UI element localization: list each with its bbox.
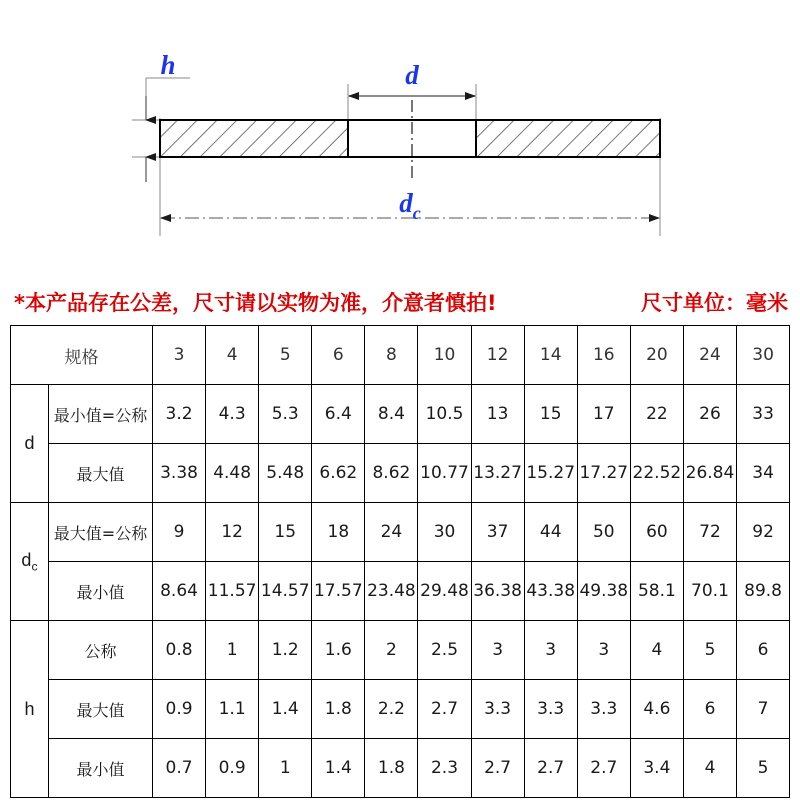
table-cell: 5.48 [259, 444, 312, 503]
table-cell: 22.52 [630, 444, 683, 503]
table-row [11, 739, 790, 798]
table-cell: 0.9 [206, 739, 259, 798]
table-header-size-30: 30 [737, 326, 790, 385]
table-cell: 30 [418, 503, 471, 562]
row-label: 最大值 [49, 680, 153, 739]
table-cell: 2.2 [365, 680, 418, 739]
table-cell: 1.4 [312, 739, 365, 798]
table-cell: 1.8 [312, 680, 365, 739]
table-cell: 14.57 [259, 562, 312, 621]
table-cell: 0.8 [153, 621, 206, 680]
table-cell: 2.3 [418, 739, 471, 798]
drawing-svg [0, 0, 800, 255]
table-header-size-3: 3 [153, 326, 206, 385]
washer-section-right-hatch [476, 120, 660, 157]
row-label: 最大值=公称 [49, 503, 153, 562]
row-label: 公称 [49, 621, 153, 680]
axis-label-d: d [11, 385, 49, 503]
units-note-text: 尺寸单位：毫米 [641, 291, 788, 315]
table-cell: 2.5 [418, 621, 471, 680]
table-cell: 15 [259, 503, 312, 562]
dimension-d [349, 60, 475, 96]
row-label: 最小值 [49, 562, 153, 621]
table-cell: 2.7 [418, 680, 471, 739]
table-cell: 8.62 [365, 444, 418, 503]
table-cell: 6.4 [312, 385, 365, 444]
dimension-label-d: d [405, 60, 419, 90]
table-cell: 1 [206, 621, 259, 680]
table-cell: 4 [630, 621, 683, 680]
table-cell: 5 [683, 621, 736, 680]
table-cell: 3 [577, 621, 630, 680]
table-cell: 3 [524, 621, 577, 680]
table-cell: 11.57 [206, 562, 259, 621]
table-cell: 26 [683, 385, 736, 444]
table-row [11, 503, 790, 562]
table-cell: 36.38 [471, 562, 524, 621]
table-cell: 5 [737, 739, 790, 798]
table-cell: 4.6 [630, 680, 683, 739]
table-cell: 70.1 [683, 562, 736, 621]
table-cell: 60 [630, 503, 683, 562]
dimension-dc [161, 188, 659, 223]
table-cell: 72 [683, 503, 736, 562]
table-cell: 3.3 [524, 680, 577, 739]
table-cell: 23.48 [365, 562, 418, 621]
table-cell: 1.1 [206, 680, 259, 739]
washer-section-left-hatch [160, 120, 348, 157]
table-cell: 2.7 [524, 739, 577, 798]
table-cell: 3 [471, 621, 524, 680]
table-cell: 2 [365, 621, 418, 680]
specification-table-container [10, 325, 790, 798]
table-cell: 3.3 [471, 680, 524, 739]
dimension-h [146, 50, 176, 182]
washer-cross-section-drawing [0, 0, 800, 255]
row-label: 最小值=公称 [49, 385, 153, 444]
table-cell: 8.64 [153, 562, 206, 621]
dimension-label-dc [399, 188, 421, 223]
table-cell: 6.62 [312, 444, 365, 503]
table-cell: 22 [630, 385, 683, 444]
table-cell: 0.7 [153, 739, 206, 798]
table-cell: 43.38 [524, 562, 577, 621]
table-cell: 3.3 [577, 680, 630, 739]
table-row [11, 562, 790, 621]
table-header-size-4: 4 [206, 326, 259, 385]
table-cell: 58.1 [630, 562, 683, 621]
table-header-size-12: 12 [471, 326, 524, 385]
specification-table-body [11, 326, 790, 798]
table-cell: 34 [737, 444, 790, 503]
table-cell: 26.84 [683, 444, 736, 503]
table-row [11, 385, 790, 444]
table-cell: 17.27 [577, 444, 630, 503]
table-cell: 13.27 [471, 444, 524, 503]
table-cell: 18 [312, 503, 365, 562]
table-cell: 17.57 [312, 562, 365, 621]
table-header-size-14: 14 [524, 326, 577, 385]
table-header-size-24: 24 [683, 326, 736, 385]
table-cell: 4.48 [206, 444, 259, 503]
table-cell: 0.9 [153, 680, 206, 739]
table-cell: 92 [737, 503, 790, 562]
table-cell: 3.38 [153, 444, 206, 503]
table-cell: 4 [683, 739, 736, 798]
table-header-size-8: 8 [365, 326, 418, 385]
table-cell: 50 [577, 503, 630, 562]
table-cell: 8.4 [365, 385, 418, 444]
table-header-row [11, 326, 790, 385]
tolerance-warning-text: *本产品存在公差，尺寸请以实物为准，介意者慎拍! [14, 291, 497, 315]
table-cell: 15 [524, 385, 577, 444]
table-cell: 89.8 [737, 562, 790, 621]
table-cell: 1 [259, 739, 312, 798]
table-cell: 49.38 [577, 562, 630, 621]
table-cell: 1.4 [259, 680, 312, 739]
table-row [11, 680, 790, 739]
specification-table [10, 325, 790, 798]
table-cell: 15.27 [524, 444, 577, 503]
dimension-label-h: h [160, 50, 176, 80]
table-header-size-10: 10 [418, 326, 471, 385]
table-cell: 13 [471, 385, 524, 444]
row-label: 最小值 [49, 739, 153, 798]
dimension-label-dc-sub: c [412, 203, 421, 223]
table-cell: 6 [737, 621, 790, 680]
table-cell: 7 [737, 680, 790, 739]
table-header-size-16: 16 [577, 326, 630, 385]
table-cell: 12 [206, 503, 259, 562]
table-header-size-5: 5 [259, 326, 312, 385]
row-label: 最大值 [49, 444, 153, 503]
table-cell: 10.5 [418, 385, 471, 444]
table-cell: 2.7 [471, 739, 524, 798]
table-cell: 44 [524, 503, 577, 562]
table-cell: 5.3 [259, 385, 312, 444]
axis-label-dc: $d_c$ [11, 503, 49, 621]
table-cell: 1.6 [312, 621, 365, 680]
axis-label-subscript: c [31, 559, 38, 574]
table-header-size-6: 6 [312, 326, 365, 385]
table-cell: 4.3 [206, 385, 259, 444]
table-header-spec-label: 规格 [11, 326, 153, 385]
table-cell: 1.8 [365, 739, 418, 798]
table-cell: 9 [153, 503, 206, 562]
washer-body [160, 120, 660, 157]
table-cell: 33 [737, 385, 790, 444]
table-cell: 1.2 [259, 621, 312, 680]
table-cell: 3.4 [630, 739, 683, 798]
table-cell: 3.2 [153, 385, 206, 444]
table-row [11, 621, 790, 680]
table-cell: 37 [471, 503, 524, 562]
dimension-label-dc-base: d [399, 188, 413, 218]
table-header-size-20: 20 [630, 326, 683, 385]
axis-label-h: h [11, 621, 49, 798]
table-cell: 10.77 [418, 444, 471, 503]
table-cell: 29.48 [418, 562, 471, 621]
table-cell: 17 [577, 385, 630, 444]
table-row [11, 444, 790, 503]
table-cell: 6 [683, 680, 736, 739]
table-cell: 2.7 [577, 739, 630, 798]
notice-bar [0, 282, 800, 322]
table-cell: 24 [365, 503, 418, 562]
